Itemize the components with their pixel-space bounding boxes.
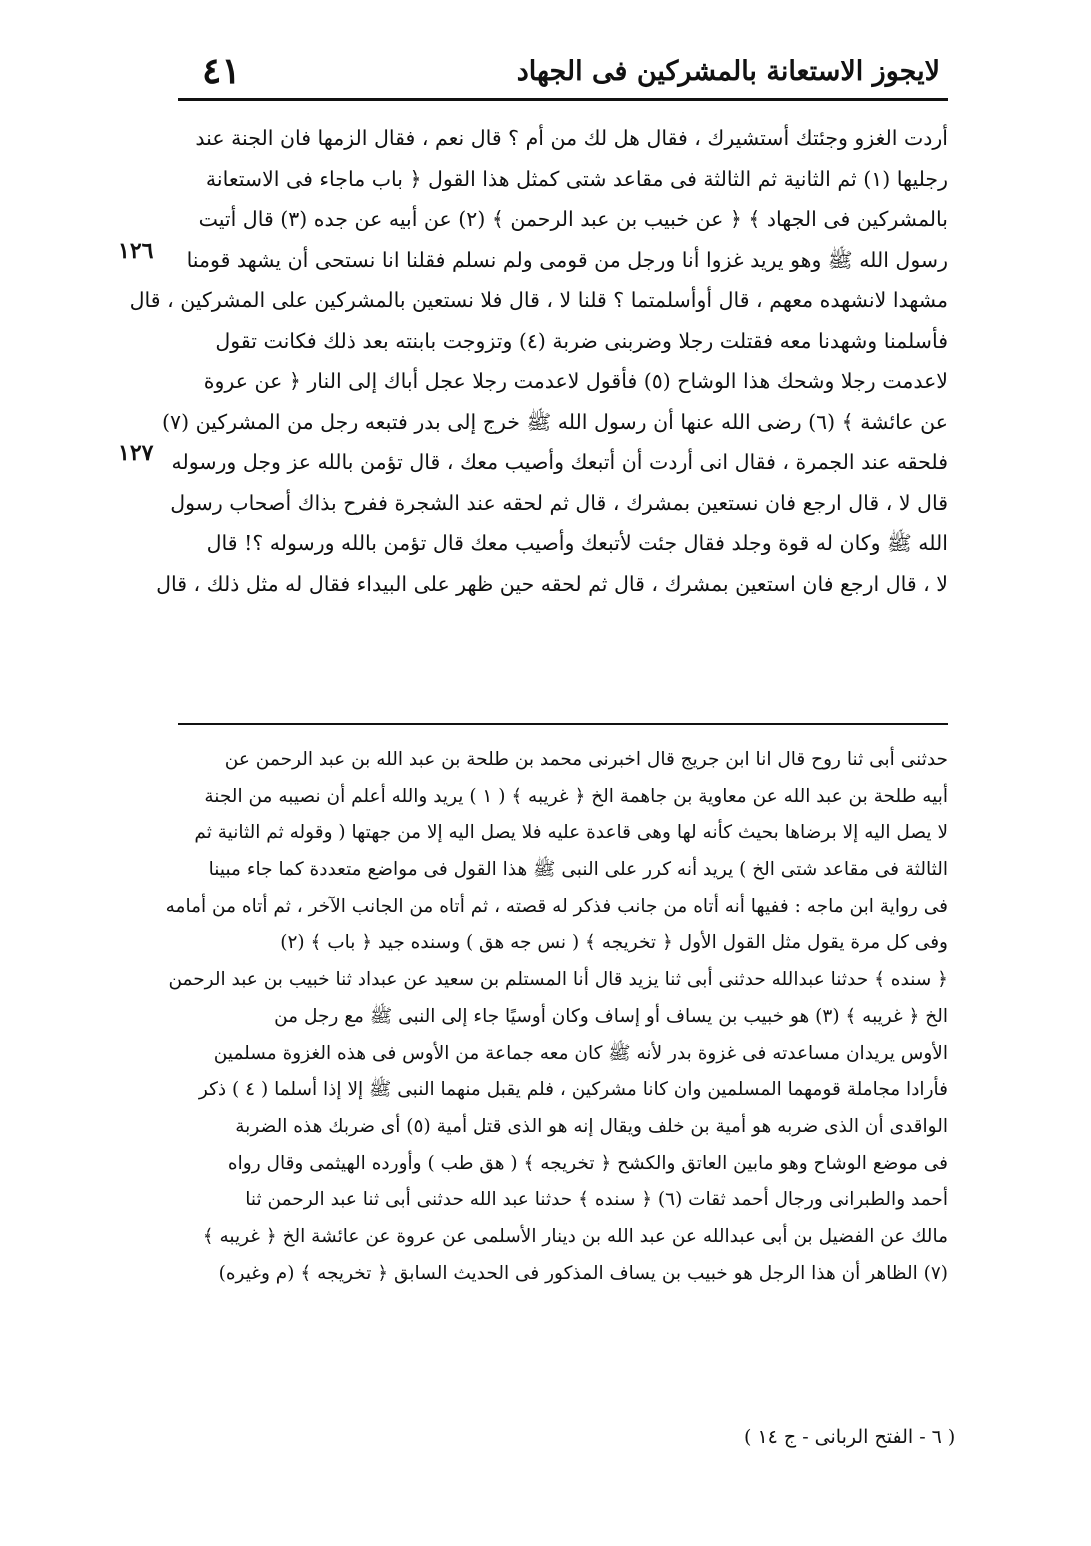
note-line: الواقدى أن الذى ضربه هو أمية بن خلف ويقال إنه هو الذى قتل أمية (٥) أى ضربك هذه الضربة	[235, 1115, 948, 1137]
margin-hadith-number: ١٢٦	[118, 238, 154, 264]
main-text-line: لا ، قال ارجع فان استعين بمشرك ، قال ثم لحقه حين ظهر على البيداء فقال له مثل ذلك ، قال	[156, 571, 948, 596]
note-line: أبيه طلحة بن عبد الله عن معاوية بن جاهمة الخ ﴿ غريبه ﴾ ( ١ ) يريد والله أعلم أن نصيبه من الجنة	[204, 785, 948, 807]
main-text-line: فلحقه عند الجمرة ، فقال انى أردت أن أتبعك وأصيب معك ، قال تؤمن بالله عز وجل ورسوله	[171, 450, 948, 474]
note-line: الثالثة فى مقاعد شتى الخ ) يريد أنه كرر على النبى ﷺ هذا القول فى مواضع متعددة كما جاء مبينا	[208, 859, 948, 881]
note-line: الأوس يريدان مساعدته فى غزوة بدر لأنه ﷺ كان معه جماعة من الأوس فى هذه الغزوة مسلمين	[213, 1042, 948, 1064]
margin-hadith-number: ١٢٧	[118, 440, 154, 466]
main-text-line: فأسلمنا وشهدنا معه فقتلت رجلا وضربنى ضربة (٤) وتزوجت بابنته بعد ذلك فكانت تقول	[215, 328, 948, 353]
main-text-line: قال لا ، قال ارجع فان نستعين بمشرك ، قال ثم لحقه عند الشجرة ففرح بذاك أصحاب رسول	[170, 490, 948, 515]
note-line: فى موضع الوشاح وهو مابين العاتق والكشح ﴿ تخريجه ﴾ ( هق طب ) وأورده الهيثمى وقال رواه	[227, 1152, 948, 1174]
main-text-line: رسول الله ﷺ وهو يريد غزوا أنا ورجل من قومى ولم نسلم فقلنا انا نستحى أن يشهد قومنا	[186, 247, 948, 272]
running-header	[180, 48, 940, 96]
note-line: وفى كل مرة يقول مثل القول الأول ﴿ تخريجه ﴾ ( نس جه هق ) وسنده جيد ﴿ باب ﴾ (٢)	[280, 932, 948, 954]
note-line: فى رواية ابن ماجه : ففيها أنه أتاه من جانب فذكر له قصته ، ثم أتاه من الجانب الآخر ، ثم أتاه من أمامه	[165, 895, 948, 917]
main-text-line: أردت الغزو وجئتك أستشيرك ، فقال هل لك من أم ؟ قال نعم ، فقال الزمها فان الجنة عند	[195, 126, 948, 150]
main-text-line: مشهدا لانشهده معهم ، قال أوأسلمتما ؟ قلنا لا ، قال فلا نستعين بالمشركين على المشركين ، قال	[129, 288, 948, 312]
notes-divider	[178, 723, 948, 725]
header-rule	[178, 98, 948, 101]
note-line: الخ ﴿ غريبه ﴾ (٣) هو خبيب بن يساف أو إساف وكان أوسيًا جاء إلى النبى ﷺ مع رجل من	[274, 1005, 948, 1027]
note-line: فأرادا مجاملة قومهما المسلمين وان كانا مشركين ، فلم يقبل منهما النبى ﷺ إلا إذا أسلما ( ٤ ) ذكر	[198, 1079, 948, 1101]
note-line: (٧) الظاهر أن هذا الرجل هو خبيب بن يساف المذكور فى الحديث السابق ﴿ تخريجه ﴾ (م وغيره)	[218, 1262, 948, 1284]
note-line: مالك عن الفضيل بن أبى عبدالله عن عبد الله بن دينار الأسلمى عن عروة عن عائشة الخ ﴿ غريبه ﴾	[202, 1225, 948, 1247]
note-line: ﴿ سنده ﴾ حدثنا عبدالله حدثنى أبى ثنا يزيد قال أنا المستلم بن سعيد عن عبداد ثنا خبيب بن عبد الرحمن	[168, 969, 948, 991]
main-text-line: بالمشركين فى الجهاد ﴾ ﴿ عن خبيب بن عبد الرحمن ﴾ (٢) عن أبيه عن جده (٣) قال أتيت	[198, 207, 948, 231]
main-text-line: عن عائشة ﴾ (٦) رضى الله عنها أن رسول الله ﷺ خرج إلى بدر فتبعه رجل من المشركين (٧)	[162, 409, 948, 434]
note-line: لا يصل اليه إلا برضاها بحيث كأنه لها وهى قاعدة عليه فلا يصل اليه إلا من جهتها ( وقوله ثم الثانية ثم	[194, 822, 948, 844]
footnotes	[165, 742, 948, 1292]
signature-line: ( ٦ - الفتح الربانى - ج ١٤ )	[744, 1426, 956, 1448]
page-number: ٤١	[202, 50, 241, 92]
main-text-line: لاعدمت رجلا وشحك هذا الوشاح (٥) فأقول لاعدمت رجلا عجل أباك إلى النار ﴿ عن عروة	[203, 369, 948, 393]
main-text-line: رجليها (١) ثم الثانية ثم الثالثة فى مقاعد شتى كمثل هذا القول ﴿ باب ماجاء فى الاستعانة	[205, 166, 948, 191]
note-line: أحمد والطبرانى ورجال أحمد ثقات (٦) ﴿ سنده ﴾ حدثنا عبد الله حدثنى أبى ثنا عبد الرحمن ثنا	[245, 1189, 948, 1211]
header-title: لايجوز الاستعانة بالمشركين فى الجهاد	[516, 56, 940, 87]
note-line: حدثنى أبى ثنا روح قال انا ابن جريج قال اخبرنى محمد بن طلحة بن عبد الله بن عبد الرحمن عن	[224, 749, 948, 770]
main-text-line: الله ﷺ وكان له قوة وجلد فقال جئت لأتبعك وأصيب معك قال تؤمن بالله ورسوله ؟! قال	[206, 531, 948, 555]
